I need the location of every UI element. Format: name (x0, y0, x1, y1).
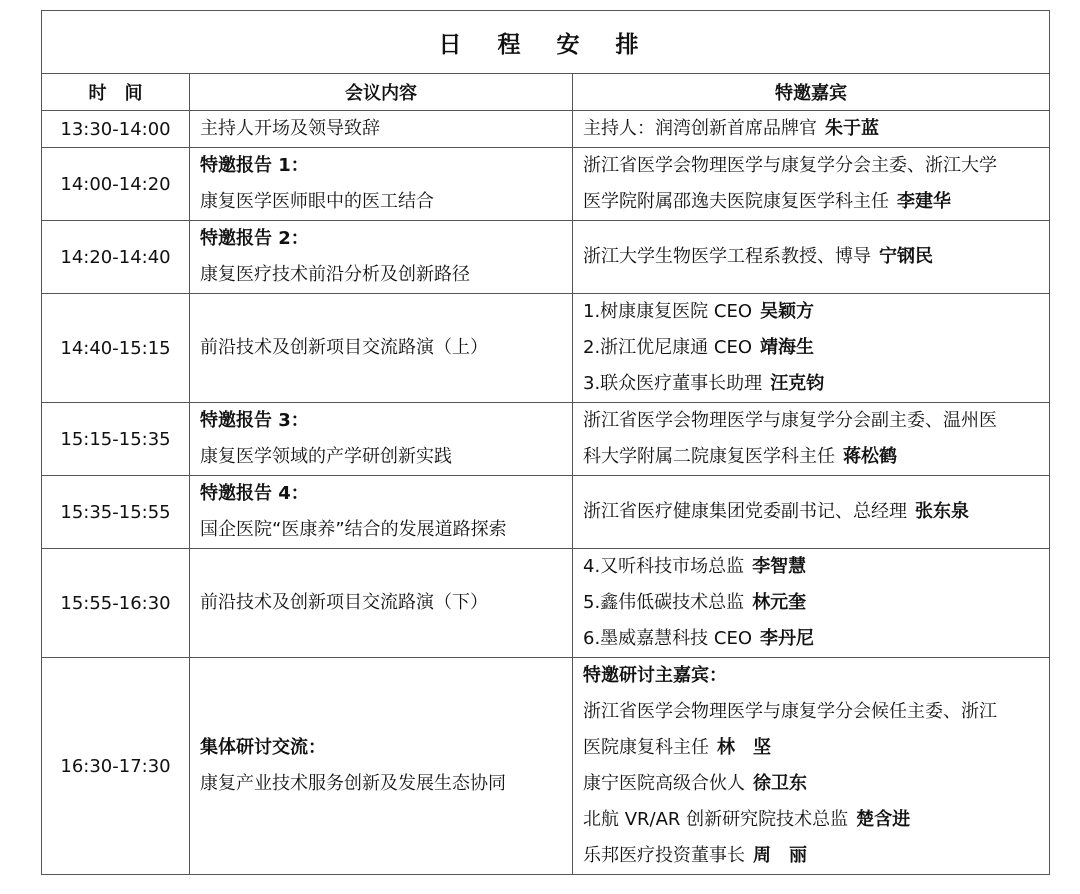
time-cell: 15:55-16:30 (42, 549, 190, 658)
content-cell (190, 403, 573, 476)
guest-name: 靖海生 (760, 337, 815, 358)
guest-line (583, 549, 1049, 585)
guests-cell (573, 294, 1050, 403)
header-row (42, 74, 1050, 111)
schedule-row (42, 111, 1050, 148)
guest-name: 李丹尼 (760, 628, 815, 649)
guest-title: 主持人：润湾创新首席品牌官 (583, 118, 817, 139)
guest-name: 周 丽 (753, 845, 807, 866)
schedule-row (42, 148, 1050, 221)
guest-title: 乐邦医疗投资董事长 (583, 845, 745, 866)
guest-name: 宁钢民 (879, 246, 933, 267)
guest-title: 浙江省医学会物理医学与康复学分会主委、浙江大学 (583, 155, 997, 176)
guests-cell (573, 658, 1050, 875)
content-heading: 特邀报告 1： (200, 155, 309, 176)
schedule-row (42, 294, 1050, 403)
content-text: 国企医院“医康养”结合的发展道路探索 (200, 519, 507, 540)
guest-title: 北航 VR/AR 创新研究院技术总监 (583, 809, 849, 830)
content-text: 前沿技术及创新项目交流路演（下） (200, 592, 488, 613)
guests-cell (573, 549, 1050, 658)
guest-line (583, 366, 1049, 402)
time-cell: 13:30-14:00 (42, 111, 190, 148)
guest-name: 李智慧 (752, 556, 807, 577)
schedule-row (42, 403, 1050, 476)
guest-name: 蒋松鹤 (843, 446, 897, 467)
time-cell: 15:15-15:35 (42, 403, 190, 476)
guest-line (583, 184, 1049, 220)
guest-line (583, 730, 1049, 766)
header-content: 会议内容 (190, 74, 573, 111)
content-text: 康复医学医师眼中的医工结合 (200, 191, 434, 212)
schedule-row (42, 221, 1050, 294)
guest-line (583, 494, 1049, 530)
guest-line (583, 148, 1049, 184)
content-text: 康复产业技术服务创新及发展生态协同 (200, 773, 506, 794)
guest-title: 医学院附属邵逸夫医院康复医学科主任 (583, 191, 889, 212)
content-cell (190, 294, 573, 403)
content-text: 前沿技术及创新项目交流路演（上） (200, 337, 488, 358)
guest-title: 6.墨威嘉慧科技 CEO (583, 628, 753, 649)
guest-title: 医院康复科主任 (583, 737, 709, 758)
time-cell: 15:35-15:55 (42, 476, 190, 549)
guest-line (583, 585, 1049, 621)
guest-title: 浙江省医学会物理医学与康复学分会副主委、温州医 (583, 410, 997, 431)
guests-heading: 特邀研讨主嘉宾： (583, 665, 727, 686)
guests-cell (573, 221, 1050, 294)
guest-line (583, 294, 1049, 330)
guest-line (583, 239, 1049, 275)
guest-line (583, 621, 1049, 657)
guest-title: 浙江省医疗健康集团党委副书记、总经理 (583, 501, 907, 522)
content-text: 康复医疗技术前沿分析及创新路径 (200, 264, 470, 285)
guests-cell (573, 403, 1050, 476)
guest-name: 张东泉 (915, 501, 969, 522)
guest-title: 2.浙江优尼康通 CEO (583, 337, 753, 358)
content-cell (190, 549, 573, 658)
schedule-title: 日 程 安 排 (42, 11, 1050, 74)
guest-name: 汪克钧 (770, 373, 825, 394)
schedule-row (42, 658, 1050, 875)
guests-cell (573, 148, 1050, 221)
guest-name: 林元奎 (752, 592, 807, 613)
time-cell: 14:00-14:20 (42, 148, 190, 221)
guest-name: 吴颖方 (760, 301, 815, 322)
content-cell (190, 658, 573, 875)
guests-cell (573, 111, 1050, 148)
guests-cell (573, 476, 1050, 549)
time-cell: 16:30-17:30 (42, 658, 190, 875)
guest-title: 浙江省医学会物理医学与康复学分会候任主委、浙江 (583, 701, 997, 722)
content-text: 康复医学领域的产学研创新实践 (200, 446, 452, 467)
schedule-row (42, 476, 1050, 549)
guest-title: 1.树康康复医院 CEO (583, 301, 753, 322)
guest-line (583, 111, 1049, 147)
guest-title: 康宁医院高级合伙人 (583, 773, 745, 794)
guest-title: 4.又听科技市场总监 (583, 556, 745, 577)
guest-line (583, 439, 1049, 475)
content-heading: 特邀报告 2： (200, 228, 309, 249)
guest-name: 林 坚 (717, 737, 771, 758)
title-row (42, 11, 1050, 74)
header-time: 时 间 (42, 74, 190, 111)
guest-title: 浙江大学生物医学工程系教授、博导 (583, 246, 871, 267)
guest-name: 朱于蓝 (825, 118, 879, 139)
time-cell: 14:40-15:15 (42, 294, 190, 403)
guest-title: 3.联众医疗董事长助理 (583, 373, 763, 394)
guest-name: 李建华 (897, 191, 951, 212)
guest-name: 楚含进 (856, 809, 911, 830)
content-text: 主持人开场及领导致辞 (200, 118, 380, 139)
guest-name: 徐卫东 (753, 773, 807, 794)
time-cell: 14:20-14:40 (42, 221, 190, 294)
header-guests: 特邀嘉宾 (573, 74, 1050, 111)
guest-line (583, 838, 1049, 874)
content-cell (190, 148, 573, 221)
guest-line (583, 802, 1049, 838)
content-cell (190, 221, 573, 294)
content-heading: 特邀报告 4： (200, 483, 309, 504)
guest-line (583, 766, 1049, 802)
schedule-table (41, 10, 1050, 875)
content-cell (190, 111, 573, 148)
schedule-row (42, 549, 1050, 658)
guest-line (583, 330, 1049, 366)
content-cell (190, 476, 573, 549)
guest-line (583, 403, 1049, 439)
guest-title: 科大学附属二院康复医学科主任 (583, 446, 835, 467)
guest-title: 5.鑫伟低碳技术总监 (583, 592, 745, 613)
content-heading: 特邀报告 3： (200, 410, 309, 431)
content-heading: 集体研讨交流： (200, 737, 326, 758)
schedule-rows (42, 111, 1050, 875)
guest-line (583, 694, 1049, 730)
